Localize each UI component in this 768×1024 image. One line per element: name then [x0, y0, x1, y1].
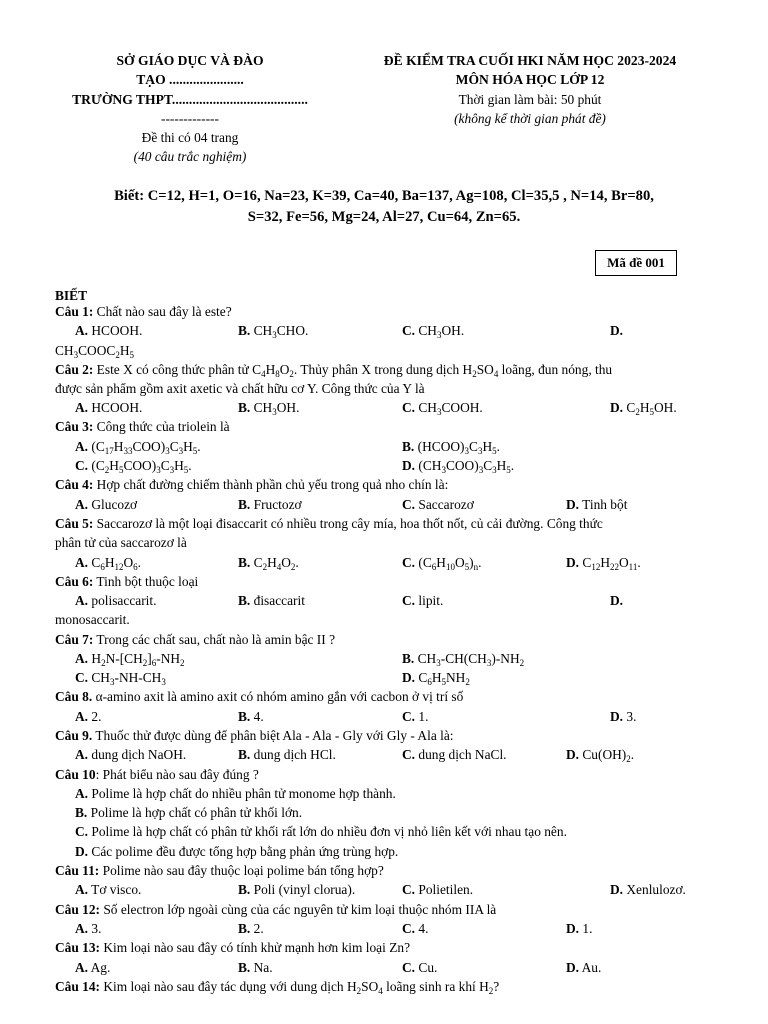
q8-option-d[interactable]: D. 3. — [610, 709, 637, 724]
q11-option-a[interactable]: A. Tơ visco. — [75, 882, 142, 897]
exam-code-box: Mã đề 001 — [595, 250, 677, 276]
q13-option-a[interactable]: A. Ag. — [75, 960, 111, 975]
q10-option-d[interactable]: D. Các polime đều được tổng hợp bằng phản ứng trùng hợp. — [75, 844, 399, 859]
question-text: Chất nào sau đây là este? — [93, 304, 232, 319]
q12-option-b[interactable]: B. 2. — [238, 921, 264, 936]
question-5: Câu 5: Saccarozơ là một loại đisaccarit có nhiều trong cây mía, hoa thốt nốt, củ cải đường. Công thức — [55, 516, 603, 531]
question-2-cont: được sản phẩm gồm axit axetic và chất hữu cơ Y. Công thức của Y là — [55, 381, 425, 396]
q2-option-d[interactable]: D. $C_2H_5OH$. — [610, 400, 677, 417]
question-count: (40 câu trắc nghiệm) — [133, 149, 247, 164]
question-10: Câu 10: Phát biểu nào sau đây đúng ? — [55, 767, 259, 782]
q5-option-a[interactable]: A. $C_6H_{12}O_6$. — [75, 555, 142, 572]
q7-option-a[interactable]: A. $H_2N-[CH_2]_6-NH_2$ — [75, 651, 185, 668]
q1-option-a[interactable]: A. HCOOH. — [75, 323, 143, 338]
q9-option-d[interactable]: D. $Cu(OH)_2$. — [566, 747, 635, 764]
q3-option-d[interactable]: D. $(CH_3COO)_3C_3H_5$. — [402, 458, 515, 475]
q6-option-d-text: monosaccarit. — [55, 612, 130, 627]
q1-option-c[interactable]: C. $CH_3OH$. — [402, 323, 465, 340]
question-4: Câu 4: Hợp chất đường chiếm thành phần chủ yếu trong quả nho chín là: — [55, 477, 449, 492]
header-divider: ------------- — [161, 111, 219, 126]
q4-option-a[interactable]: A. Glucozơ — [75, 497, 138, 512]
q5-option-b[interactable]: B. $C_2H_4O_2$. — [238, 555, 299, 572]
q6-option-c[interactable]: C. lipit. — [402, 593, 444, 608]
question-13: Câu 13: Kim loại nào sau đây có tính khử mạnh hơn kim loại Zn? — [55, 940, 411, 955]
q7-option-d[interactable]: D. $C_6H_5NH_2$ — [402, 670, 470, 687]
question-9: Câu 9. Thuốc thử được dùng để phân biệt Ala - Ala - Gly với Gly - Ala là: — [55, 728, 454, 743]
q12-option-c[interactable]: C. 4. — [402, 921, 429, 936]
q1-option-b[interactable]: B. $CH_3CHO$. — [238, 323, 309, 340]
q8-option-b[interactable]: B. 4. — [238, 709, 264, 724]
q8-option-a[interactable]: A. 2. — [75, 709, 102, 724]
q6-option-b[interactable]: B. đisaccarit — [238, 593, 305, 608]
q11-option-b[interactable]: B. Poli (vinyl clorua). — [238, 882, 356, 897]
q11-option-d[interactable]: D. Xenlulozơ. — [610, 882, 686, 897]
question-8: Câu 8. α-amino axit là amino axit có nhóm amino gắn với cacbon ở vị trí số — [55, 689, 464, 704]
q13-option-c[interactable]: C. Cu. — [402, 960, 438, 975]
atomic-masses-line2: S=32, Fe=56, Mg=24, Al=27, Cu=64, Zn=65. — [247, 209, 521, 225]
question-1 — [55, 304, 232, 320]
question-3: Câu 3: Công thức của triolein là — [55, 419, 230, 434]
q10-option-b[interactable]: B. Polime là hợp chất có phân tử khối lớn. — [75, 805, 303, 820]
q3-option-a[interactable]: A. $(C_{17}H_{33}COO)_3C_3H_5$. — [75, 439, 201, 456]
time-note: (không kể thời gian phát đề) — [454, 111, 606, 126]
q12-option-d[interactable]: D. 1. — [566, 921, 593, 936]
q6-option-a[interactable]: A. polisaccarit. — [75, 593, 157, 608]
q7-option-b[interactable]: B. $CH_3-CH(CH_3)-NH_2$ — [402, 651, 525, 668]
question-11: Câu 11: Polime nào sau đây thuộc loại polime bán tổng hợp? — [55, 863, 384, 878]
department-name: SỞ GIÁO DỤC VÀ ĐÀO — [116, 53, 264, 68]
q12-option-a[interactable]: A. 3. — [75, 921, 102, 936]
school-name: TRƯỜNG THPT........................................ — [72, 92, 308, 107]
q3-option-b[interactable]: B. $(HCOO)_3C_3H_5$. — [402, 439, 500, 456]
question-14: Câu 14: Kim loại nào sau đây tác dụng với dung dịch $H_2SO_4$ loãng sinh ra khí $H_2$? — [55, 979, 500, 996]
q10-option-c[interactable]: C. Polime là hợp chất có phân tử khối rất lớn do nhiều đơn vị nhỏ liên kết với nhau tạo nên. — [75, 824, 567, 839]
q3-option-c[interactable]: C. $(C_2H_5COO)_3C_3H_5$. — [75, 458, 192, 475]
q13-option-b[interactable]: B. Na. — [238, 960, 273, 975]
q13-option-d[interactable]: D. Au. — [566, 960, 602, 975]
q9-option-a[interactable]: A. dung dịch NaOH. — [75, 747, 187, 762]
question-2: Câu 2: Este X có công thức phân tử $C_4H_8O_2$. Thủy phân X trong dung dịch $H_2SO_4$ loãng, đun nóng, thu — [55, 362, 613, 379]
q4-option-c[interactable]: C. Saccarozơ — [402, 497, 474, 512]
q2-option-b[interactable]: B. $CH_3OH$. — [238, 400, 300, 417]
q4-option-d[interactable]: D. Tinh bột — [566, 497, 628, 512]
q2-option-a[interactable]: A. HCOOH. — [75, 400, 143, 415]
page-count: Đề thi có 04 trang — [141, 130, 239, 145]
exam-title: ĐỀ KIỂM TRA CUỐI HKI NĂM HỌC 2023-2024 — [383, 53, 677, 68]
q10-option-a[interactable]: A. Polime là hợp chất do nhiều phân tử monome hợp thành. — [75, 786, 396, 801]
question-12: Câu 12: Số electron lớp ngoài cùng của các nguyên tử kim loại thuộc nhóm IIA là — [55, 902, 497, 917]
atomic-masses-line1: Biết: C=12, H=1, O=16, Na=23, K=39, Ca=40, Ba=137, Ag=108, Cl=35,5 , N=14, Br=80, — [114, 188, 654, 204]
q9-option-c[interactable]: C. dung dịch NaCl. — [402, 747, 507, 762]
department-name-cont: TẠO ...................... — [136, 72, 244, 87]
q1-option-d-text: $CH_3COOC_2H_5$ — [55, 343, 134, 360]
question-6: Câu 6: Tinh bột thuộc loại — [55, 574, 199, 589]
subject-title: MÔN HÓA HỌC LỚP 12 — [455, 72, 605, 87]
section-title: BIẾT — [55, 288, 88, 303]
time-limit: Thời gian làm bài: 50 phút — [458, 92, 602, 107]
q2-option-c[interactable]: C. $CH_3COOH$. — [402, 400, 483, 417]
q1-option-d[interactable]: D. — [610, 323, 624, 338]
question-7: Câu 7: Trong các chất sau, chất nào là amin bậc II ? — [55, 632, 336, 647]
q4-option-b[interactable]: B. Fructozơ — [238, 497, 302, 512]
q9-option-b[interactable]: B. dung dịch HCl. — [238, 747, 336, 762]
q8-option-c[interactable]: C. 1. — [402, 709, 429, 724]
q7-option-c[interactable]: C. $CH_3-NH-CH_3$ — [75, 670, 166, 687]
q5-option-c[interactable]: C. $(C_6H_{10}O_5)_n$. — [402, 555, 482, 572]
q6-option-d[interactable]: D. — [610, 593, 624, 608]
question-5-cont: phân tử của saccarozơ là — [55, 535, 187, 550]
q5-option-d[interactable]: D. $C_{12}H_{22}O_{11}$. — [566, 555, 641, 572]
question-label: Câu 1: — [55, 304, 94, 319]
q11-option-c[interactable]: C. Polietilen. — [402, 882, 474, 897]
